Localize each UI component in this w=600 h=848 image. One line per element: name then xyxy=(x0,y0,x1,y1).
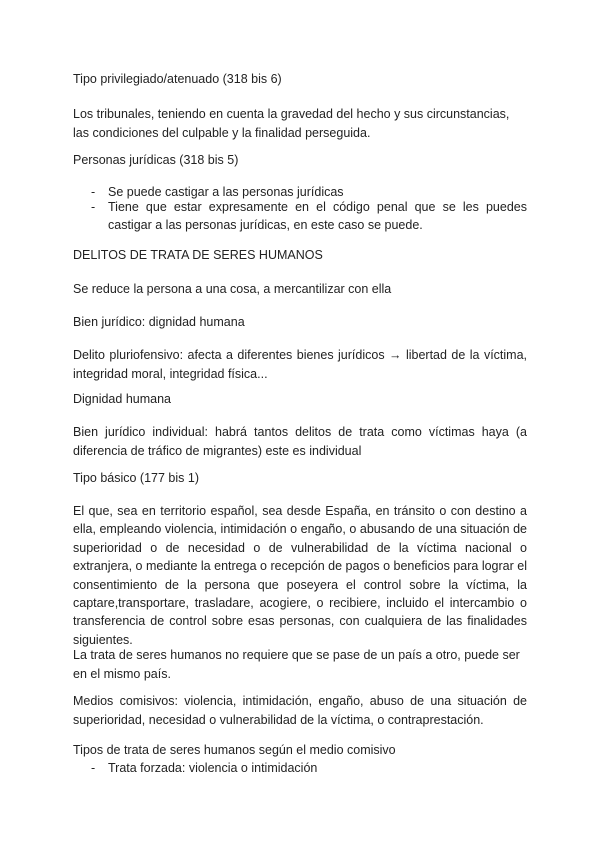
heading-delitos-trata: DELITOS DE TRATA DE SERES HUMANOS xyxy=(73,248,323,262)
paragraph-tribunales: Los tribunales, teniendo en cuenta la gravedad del hecho y sus circunstancias, las condiciones del culpable y la finalidad perseguida. xyxy=(73,107,510,140)
bullet-dash: - xyxy=(91,185,96,199)
list-item xyxy=(73,198,527,234)
list-item-text: Tiene que estar expresamente en el código penal que se les puedes castigar a las personas jurídicas, en este caso se puede. xyxy=(108,200,527,232)
heading-dignidad-humana: Dignidad humana xyxy=(73,392,171,406)
paragraph-el-que: El que, sea en territorio español, sea desde España, en tránsito o con destino a ella, empleando violencia, intimidación o engaño, o abusando de una situación de superioridad o de necesidad o de vulnerabilidad de la víctima nacional o extranjera, o mediante la entrega o recepción de pagos o beneficios para lograr el consentimiento de la persona que poseyera el control sobre la víctima, la captare,transportare, trasladare, acogiere, o recibiere, incluido el intercambio o transferencia de control sobre esas personas, con cualquiera de las finalidades siguientes. xyxy=(73,504,527,647)
paragraph-pluriofensivo: Delito pluriofensivo: afecta a diferentes bienes jurídicos → libertad de la víctima, integridad moral, integridad física... xyxy=(73,348,527,381)
paragraph-se-reduce: Se reduce la persona a una cosa, a mercantilizar con ella xyxy=(73,282,392,296)
heading-tipo-basico: Tipo básico (177 bis 1) xyxy=(73,471,199,485)
list-item xyxy=(73,759,527,778)
list-item-text: Trata forzada: violencia o intimidación xyxy=(108,761,318,775)
paragraph-no-requiere: La trata de seres humanos no requiere que se pase de un país a otro, puede ser en el mismo país. xyxy=(73,648,520,681)
list-item-text: Se puede castigar a las personas jurídicas xyxy=(108,185,344,199)
heading-tipo-privilegiado: Tipo privilegiado/atenuado (318 bis 6) xyxy=(73,72,282,86)
bullet-dash: - xyxy=(91,200,96,214)
heading-tipos-trata: Tipos de trata de seres humanos según el medio comisivo xyxy=(73,743,396,757)
bullet-dash: - xyxy=(91,761,96,775)
heading-personas-juridicas: Personas jurídicas (318 bis 5) xyxy=(73,153,239,167)
paragraph-bien-juridico: Bien jurídico: dignidad humana xyxy=(73,315,245,329)
paragraph-bien-individual: Bien jurídico individual: habrá tantos delitos de trata como víctimas haya (a diferencia de tráfico de migrantes) este es individual xyxy=(73,425,527,458)
paragraph-medios-comisivos: Medios comisivos: violencia, intimidación, engaño, abuso de una situación de superioridad, necesidad o vulnerabilidad de la víctima, o contraprestación. xyxy=(73,694,527,727)
